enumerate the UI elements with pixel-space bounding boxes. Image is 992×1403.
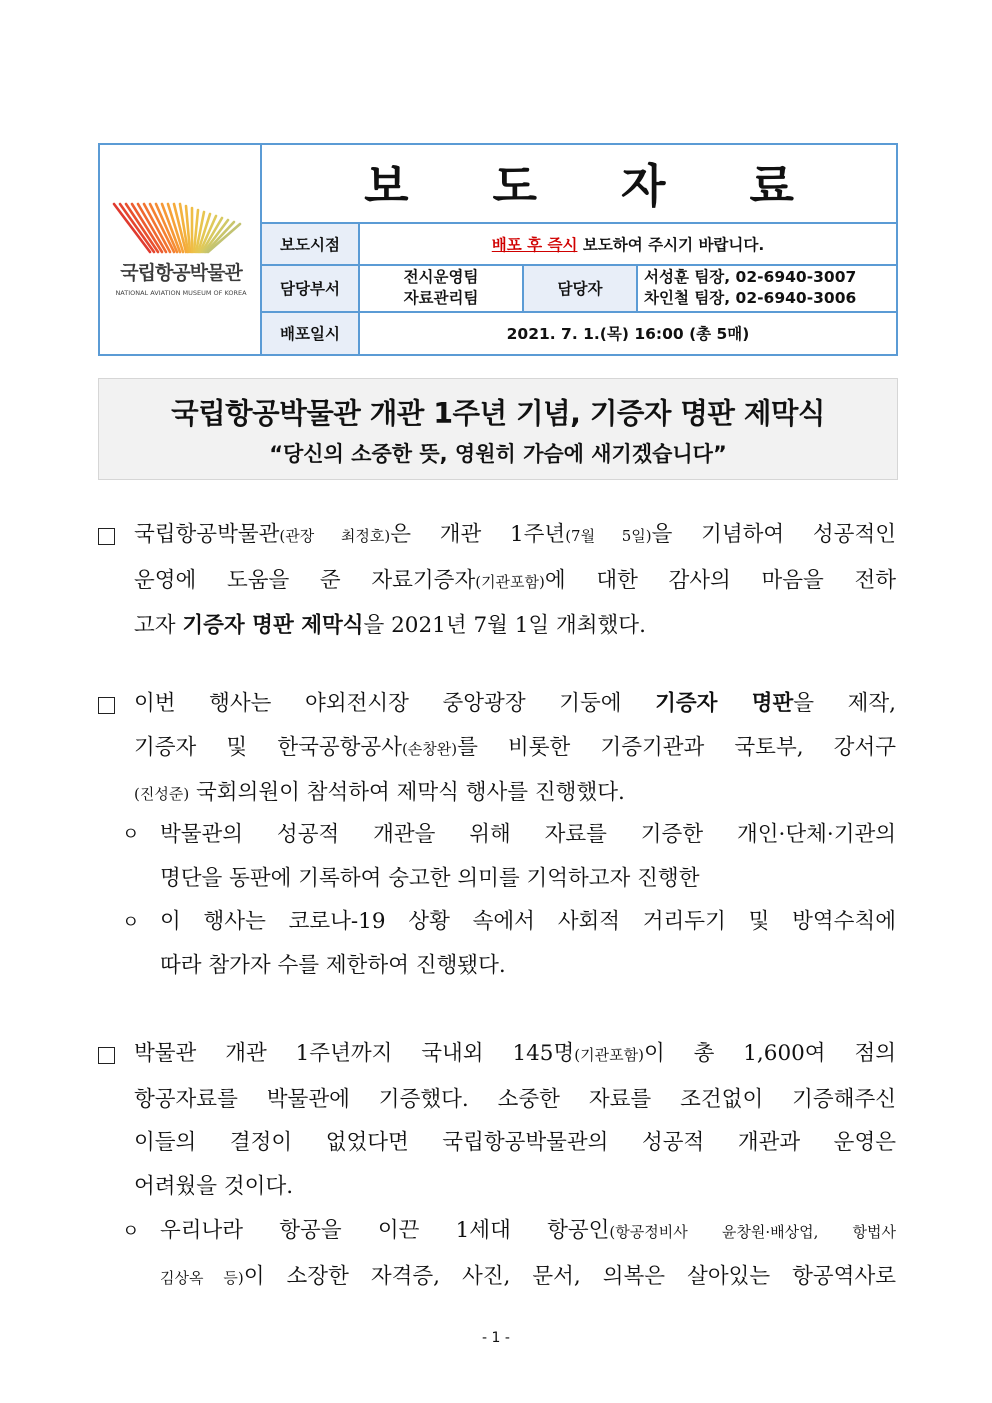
text: 을 2021년 7월 1일 개최했다. <box>363 613 646 638</box>
text: 을 기념하여 성공적인 <box>651 522 896 547</box>
text: 에 대한 감사의 마음을 전하 <box>544 567 896 593</box>
text: 이 행사는 코로나-19 상황 속에서 사회적 거리두기 및 방역수칙에 <box>160 909 896 934</box>
museum-logo-icon <box>110 200 250 258</box>
contact-value <box>638 266 896 311</box>
bold-text: 기증자 명판 <box>655 691 794 716</box>
text: 운영에 도움을 준 자료기증자 <box>134 567 476 593</box>
note: (기관포함) <box>574 1046 644 1064</box>
headline-subtitle: “당신의 소중한 뜻, 영원히 가슴에 새기겠습니다” <box>269 442 727 466</box>
bullet-circle-icon: ㅇ <box>122 1221 140 1242</box>
text: 은 개관 1주년 <box>390 522 566 547</box>
text: 이 총 1,600여 점의 <box>643 1041 896 1066</box>
release-time-highlight: 배포 후 즉시 <box>491 235 578 254</box>
department-label: 담당부서 <box>262 266 360 311</box>
text: 박물관의 성공적 개관을 위해 자료를 기증한 개인·단체·기관의 <box>160 822 896 847</box>
note: (관장 최정호) <box>279 527 391 545</box>
checkbox-square-icon <box>98 1047 115 1064</box>
checkbox-square-icon <box>98 528 115 545</box>
paragraph-1 <box>134 513 896 648</box>
department-1: 전시운영팀 <box>403 268 479 287</box>
bullet-1 <box>160 813 896 900</box>
text: 우리나라 항공을 이끈 1세대 항공인 <box>160 1218 610 1243</box>
distribution-date-value: 2021. 7. 1.(목) 16:00 (총 5매) <box>506 325 750 344</box>
text: 어려웠을 것이다. <box>134 1173 294 1199</box>
release-time-value <box>360 224 896 264</box>
text: 국회의원이 참석하여 제막식 행사를 진행했다. <box>196 780 625 805</box>
text: 박물관 개관 1주년까지 국내외 145명 <box>134 1041 575 1066</box>
bullet-circle-icon: ㅇ <box>122 912 140 933</box>
logo-korean-name: 국립항공박물관 <box>120 262 242 284</box>
text: 을 제작, <box>793 691 896 716</box>
text: 기증자 및 한국공항공사 <box>134 734 402 760</box>
note: (손창완) <box>401 739 458 758</box>
page-number: - 1 - <box>482 1330 510 1346</box>
contact-2: 차인철 팀장, 02-6940-3006 <box>644 289 857 308</box>
paragraph-2 <box>134 682 896 817</box>
logo-cell <box>100 145 262 354</box>
text: 이번 행사는 야외전시장 중앙광장 기둥에 <box>134 691 622 716</box>
text: 를 비롯한 기증기관과 국토부, 강서구 <box>457 734 896 760</box>
release-time-rest: 보도하여 주시기 바랍니다. <box>582 235 765 254</box>
contact-label: 담당자 <box>522 266 638 311</box>
bullet-circle-icon: ㅇ <box>122 824 140 845</box>
department-value <box>360 266 522 311</box>
checkbox-square-icon <box>98 697 115 714</box>
headline-title: 국립항공박물관 개관 1주년 기념, 기증자 명판 제막식 <box>171 397 825 430</box>
text: 이들의 결정이 없었다면 국립항공박물관의 성공적 개관과 운영은 <box>134 1130 896 1155</box>
text: 명단을 동판에 기록하여 숭고한 의미를 기억하고자 진행한 <box>160 865 700 891</box>
distribution-date-label: 배포일시 <box>262 313 360 354</box>
release-time-row <box>262 224 896 266</box>
text: 국립항공박물관 <box>134 522 280 547</box>
bullet-2 <box>160 900 896 987</box>
text: 이 소장한 자격증, 사진, 문서, 의복은 살아있는 항공역사로 <box>243 1263 896 1289</box>
headline-box <box>98 378 898 480</box>
bold-text: 기증자 명판 제막식 <box>182 613 364 638</box>
department-2: 자료관리팀 <box>403 289 479 308</box>
text: 항공자료를 박물관에 기증했다. 소중한 자료를 조건없이 기증해주신 <box>134 1086 896 1112</box>
contact-1: 서성훈 팀장, 02-6940-3007 <box>644 268 857 287</box>
note: (기관포함) <box>475 572 545 591</box>
paragraph-3 <box>134 1032 896 1208</box>
note: (7월 5일) <box>565 527 652 545</box>
distribution-date-row <box>262 313 896 354</box>
release-time-label: 보도시점 <box>262 224 360 264</box>
press-release-title: 보 도 자 료 <box>262 145 896 224</box>
note: (진성준) <box>134 785 190 803</box>
logo-english-name: NATIONAL AVIATION MUSEUM OF KOREA <box>115 289 247 297</box>
bullet-3 <box>160 1209 896 1300</box>
note: 김상옥 등) <box>160 1268 244 1287</box>
text: 따라 참가자 수를 제한하여 진행됐다. <box>160 952 506 978</box>
text: 고자 <box>134 613 176 638</box>
department-row <box>262 266 896 313</box>
note: (항공정비사 윤창원·배상업, 항법사 <box>609 1223 896 1241</box>
press-header-table <box>98 143 898 356</box>
